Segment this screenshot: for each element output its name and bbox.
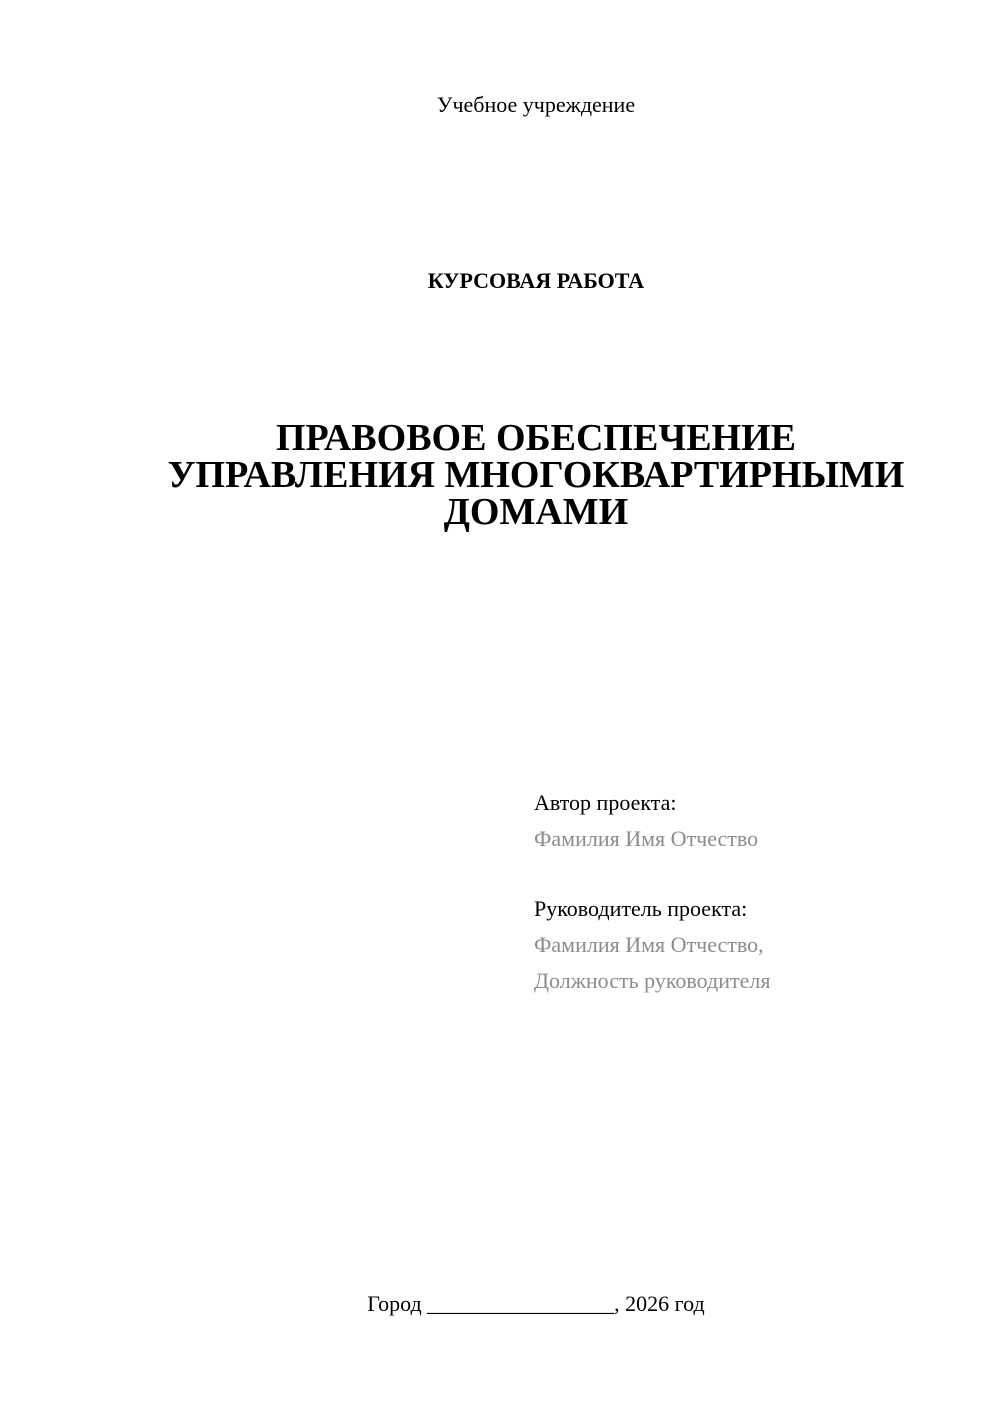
city-year-footer: Город _________________, 2026 год	[367, 1291, 705, 1316]
work-type-heading: КУРСОВАЯ РАБОТА	[427, 268, 645, 293]
supervisor-label: Руководитель проекта:	[534, 896, 748, 921]
supervisor-position: Должность руководителя	[534, 968, 771, 993]
institution-name: Учебное учреждение	[436, 92, 636, 117]
author-name: Фамилия Имя Отчество	[534, 826, 759, 851]
title-line: ПРАВОВОЕ ОБЕСПЕЧЕНИЕ	[275, 417, 797, 459]
author-label: Автор проекта:	[534, 790, 677, 815]
supervisor-block	[534, 891, 974, 999]
author-block	[534, 785, 974, 857]
supervisor-name: Фамилия Имя Отчество,	[534, 932, 764, 957]
document-title	[100, 417, 972, 533]
credits-block	[534, 785, 974, 999]
title-line: УПРАВЛЕНИЯ МНОГОКВАРТИРНЫМИ	[167, 454, 905, 496]
title-line: ДОМАМИ	[443, 491, 629, 533]
